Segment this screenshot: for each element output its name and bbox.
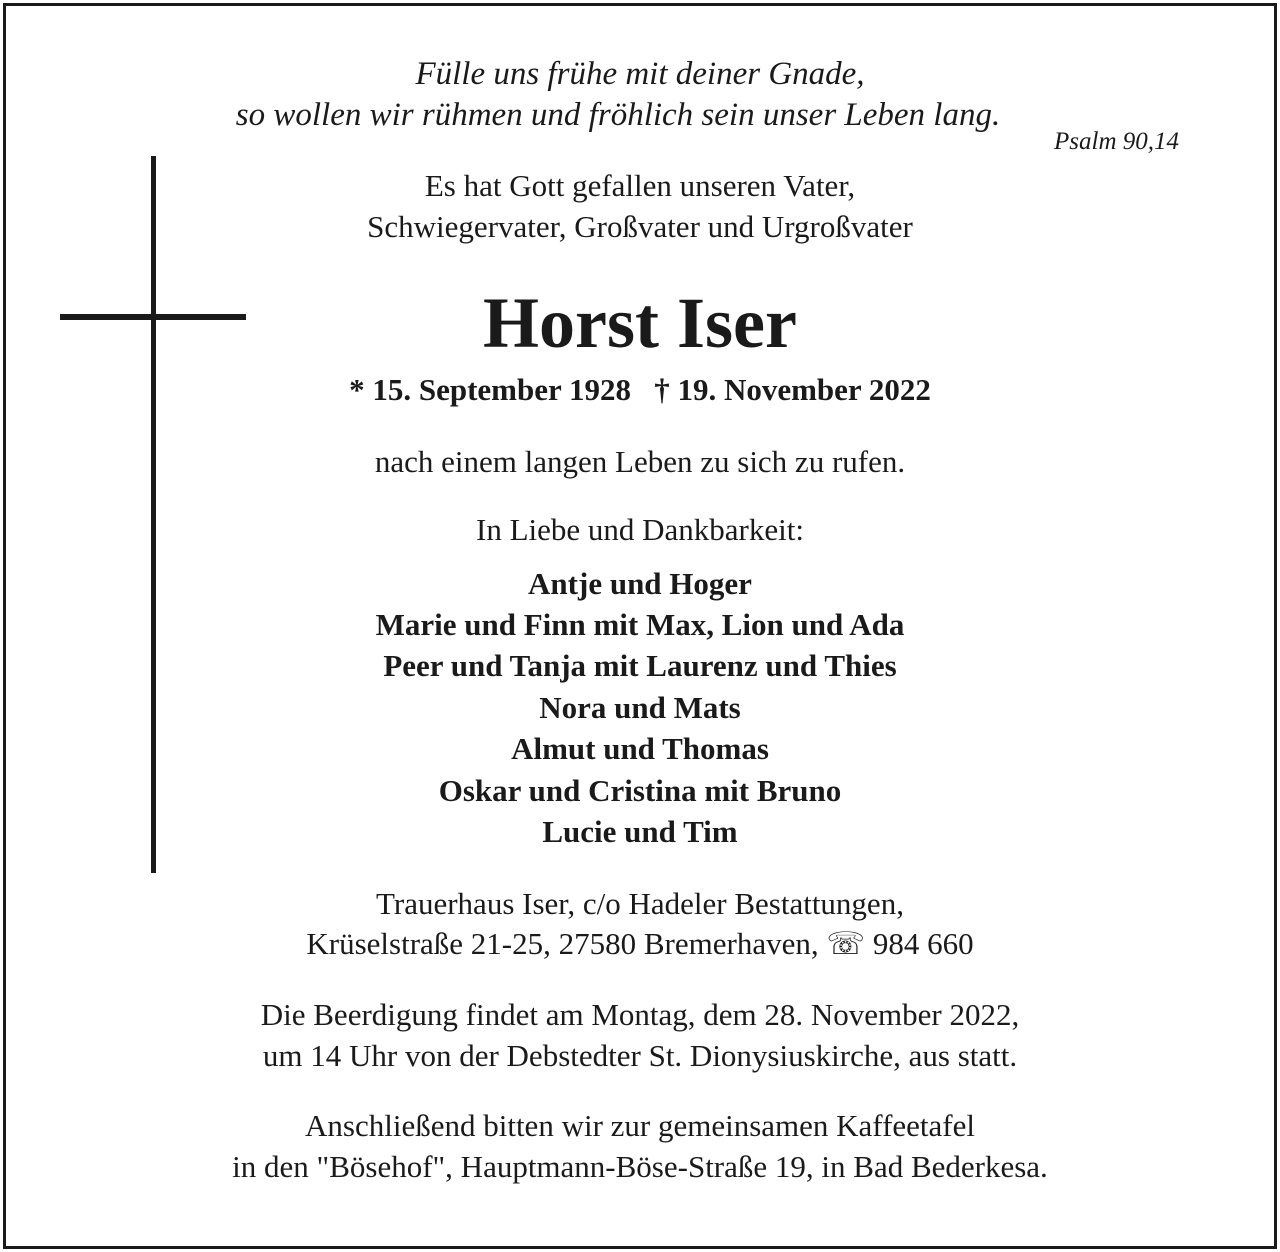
verse-line-1: Fülle uns frühe mit deiner Gnade, bbox=[415, 56, 865, 92]
deceased-name: Horst Iser bbox=[483, 283, 797, 363]
family-member: Marie und Finn mit Max, Lion und Ada bbox=[375, 607, 905, 642]
verse-reference: Psalm 90,14 bbox=[1054, 128, 1179, 155]
family-member: Peer und Tanja mit Laurenz und Thies bbox=[383, 648, 897, 683]
family-member: Oskar und Cristina mit Bruno bbox=[438, 773, 842, 808]
family-member: Antje und Hoger bbox=[528, 566, 752, 601]
family-member: Lucie und Tim bbox=[542, 814, 738, 849]
verse-line-2: so wollen wir rühmen und fröhlich sein unser Leben lang. bbox=[235, 97, 1001, 133]
mourning-house-line-1: Trauerhaus Iser, c/o Hadeler Bestattungen, bbox=[376, 886, 904, 921]
funeral-line-2: um 14 Uhr von der Debstedter St. Dionysiuskirche, aus statt. bbox=[262, 1038, 1018, 1073]
intro-line-1: Es hat Gott gefallen unseren Vater, bbox=[424, 168, 856, 203]
family-member: Almut und Thomas bbox=[511, 731, 769, 766]
called-home-text: nach einem langen Leben zu sich zu rufen. bbox=[374, 444, 906, 479]
funeral-line-1: Die Beerdigung findet am Montag, dem 28. November 2022, bbox=[260, 997, 1020, 1032]
life-dates: * 15. September 1928 † 19. November 2022 bbox=[349, 372, 931, 407]
reception-line-1: Anschließend bitten wir zur gemeinsamen Kaffeetafel bbox=[305, 1108, 975, 1143]
reception-line-2: in den "Bösehof", Hauptmann-Böse-Straße 19, in Bad Bederkesa. bbox=[232, 1149, 1048, 1184]
mourning-house-line-2: Krüselstraße 21-25, 27580 Bremerhaven, ☏ 984 660 bbox=[306, 926, 974, 961]
gratitude-text: In Liebe und Dankbarkeit: bbox=[476, 512, 804, 547]
family-member: Nora und Mats bbox=[539, 690, 741, 725]
intro-line-2: Schwiegervater, Großvater und Urgroßvater bbox=[367, 209, 913, 244]
